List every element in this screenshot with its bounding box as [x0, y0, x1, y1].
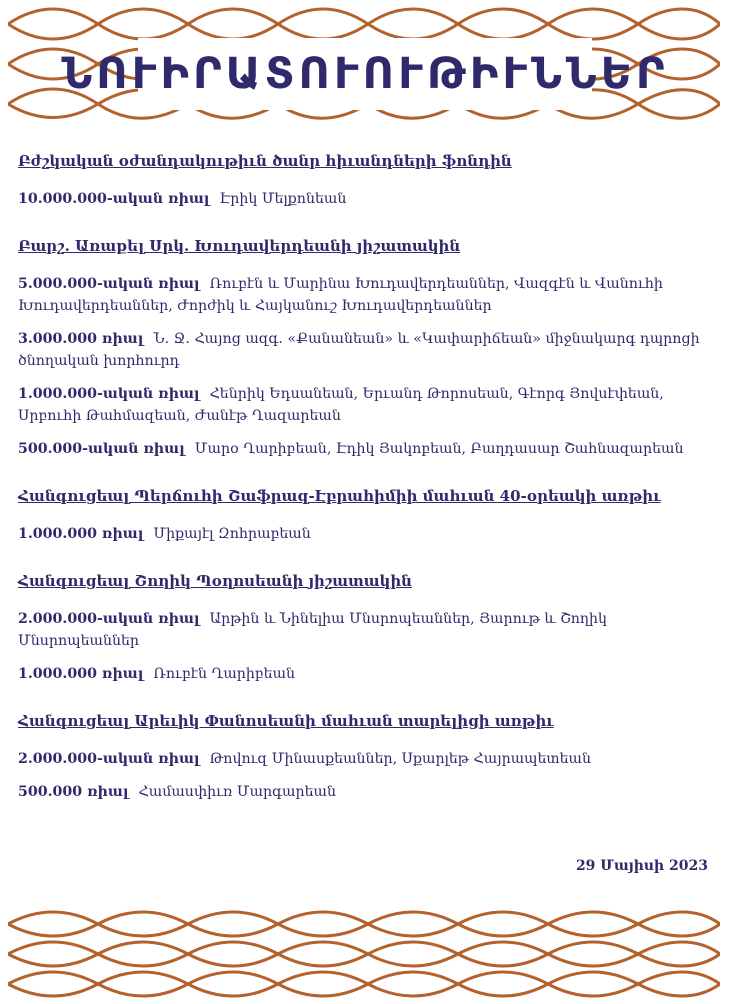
donor-names: Համասփիւռ Մարգարեան	[138, 784, 337, 800]
donation-entry	[18, 188, 714, 210]
donation-section	[18, 235, 714, 460]
donation-entry	[18, 781, 714, 803]
section-heading: Բժշկական օժանդակութիւն ծանր հիւանդների ֆոնդին	[18, 152, 512, 170]
donation-entry	[18, 383, 714, 427]
donation-entry	[18, 663, 714, 685]
donation-section	[18, 485, 714, 545]
donation-amount: 500.000-ական ռիալ	[18, 441, 185, 457]
donor-names: Ռուբէն Ղարիբեան	[153, 666, 296, 682]
title-box	[61, 38, 669, 110]
donor-names: Թովուզ Մինասքեաններ, Սքարլեթ Հայրապետեան	[209, 751, 592, 767]
donation-amount: 3.000.000 ռիալ	[18, 331, 144, 347]
donor-names: Էրիկ Մելքոնեան	[219, 191, 347, 207]
donation-entry	[18, 438, 714, 460]
donation-entry	[18, 523, 714, 545]
donation-amount: 2.000.000-ական ռիալ	[18, 611, 200, 627]
donation-amount: 1.000.000 ռիալ	[18, 526, 144, 542]
donation-section	[18, 710, 714, 803]
donor-names: Հենրիկ Եդսանեան, Երւանդ Թորոսեան, Գէորգ Յովսէփեան, Սրբուհի Թահմազեան, Ժանէթ Ղազարեան	[18, 386, 664, 424]
page-title: ՆՈՒԻՐԱՏՈՒՈՒԹԻՒՆՆԵՐ	[61, 49, 669, 99]
donation-amount: 5.000.000-ական ռիալ	[18, 276, 200, 292]
donor-names: Արթին և Նինելիա Մնսրոպեաններ, Յարութ և Շողիկ Մնսրոպեաններ	[18, 611, 607, 649]
donation-section	[18, 570, 714, 685]
donor-names: Ն. Ջ. Հայոց ազգ. «Քանանեան» և «Կափարիճեան» միջնակարգ դպրոցի ծնողական խորհուրդ	[18, 331, 700, 369]
section-heading: Բարշ. Առաքել Սրկ. Խուդավերդեանի յիշատակին	[18, 237, 461, 255]
donation-amount: 500.000 ռիալ	[18, 784, 129, 800]
donation-amount: 2.000.000-ական ռիալ	[18, 751, 200, 767]
section-heading: Հանգուցեալ Շողիկ Պօղոսեանի յիշատակին	[18, 572, 412, 590]
donations-list	[18, 150, 714, 828]
donor-names: Մարօ Ղարիբեան, Էդիկ Յակոբեան, Բաղդասար Շահնազարեան	[194, 441, 684, 457]
donation-amount: 1.000.000-ական ռիալ	[18, 386, 200, 402]
donation-entry	[18, 748, 714, 770]
donation-entry	[18, 328, 714, 372]
donation-amount: 10.000.000-ական ռիալ	[18, 191, 210, 207]
donation-entry	[18, 608, 714, 652]
donation-amount: 1.000.000 ռիալ	[18, 666, 144, 682]
publication-date: 29 Մայիսի 2023	[575, 858, 708, 874]
section-heading: Հանգուցեալ Արեւիկ Փանոսեանի մահւան տարելիցի առթիւ	[18, 712, 554, 730]
donation-section	[18, 150, 714, 210]
section-heading: Հանգուցեալ Պերճուհի Շաֆրազ-Էբրահիմիի մահւան 40-օրեակի առթիւ	[18, 487, 661, 505]
donor-names: Ռուբէն և Մարինա Խուդավերդեաններ, Վազգէն և Վանուհի Խուդավերդեաններ, Ժորժիկ և Հայկանուշ Խուդավերդեաններ	[18, 276, 663, 314]
donation-entry	[18, 273, 714, 317]
donor-names: Միքայէլ Զոհրաբեան	[153, 526, 311, 542]
ornamental-border-bottom	[8, 908, 720, 1000]
